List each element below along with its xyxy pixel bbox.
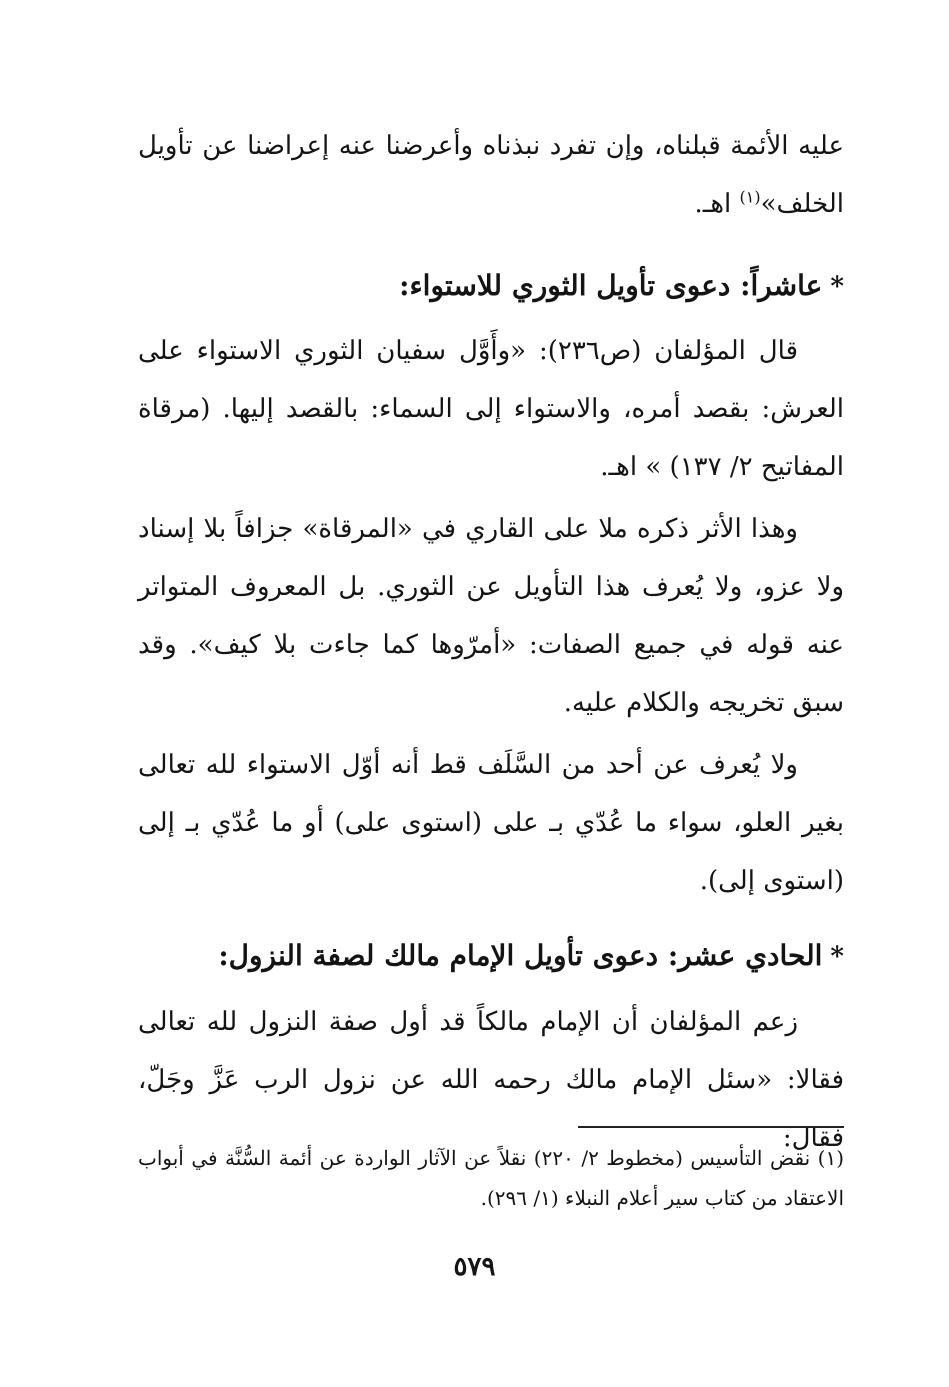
paragraph-salaf: ولا يُعرف عن أحد من السَّلَف قط أنه أوّل الاستواء لله تعالى بغير العلو، سواء ما عُدّي بـ على (استوى على) أو ما عُدّي بـ إلى (استوى إلى). bbox=[138, 750, 844, 896]
footnote-separator bbox=[578, 1126, 844, 1128]
page-number: ٥٧٩ bbox=[453, 1252, 496, 1282]
section-heading-tenth bbox=[138, 262, 844, 311]
asterisk-bullet: * bbox=[830, 942, 844, 972]
heading-text: عاشراً: دعوى تأويل الثوري للاستواء: bbox=[399, 269, 823, 302]
heading-text: الحادي عشر: دعوى تأويل الإمام مالك لصفة النزول: bbox=[218, 939, 823, 972]
paragraph-continuation bbox=[138, 117, 844, 233]
section-heading-eleventh bbox=[138, 932, 844, 981]
paragraph-end: اهـ. bbox=[694, 189, 740, 219]
footnote-reference: (١) bbox=[739, 187, 761, 207]
footnote: (١) نقض التأسيس (مخطوط ٢/ ٢٢٠) نقلاً عن الآثار الواردة عن أئمة السُّنَّة في أبواب الاعتقاد من كتاب سير أعلام النبلاء (١/ ٢٩٦). bbox=[138, 1146, 844, 1210]
paragraph-imam-malik: زعم المؤلفان أن الإمام مالكاً قد أول صفة النزول لله تعالى فقالا: «سئل الإمام مالك رحمه الله عن نزول الرب عَزَّ وجَلّ، فقال: bbox=[138, 1007, 844, 1153]
paragraph-text: عليه الأئمة قبلناه، وإن تفرد نبذناه وأعرضنا عنه إعراضنا عن تأويل الخلف» bbox=[138, 131, 844, 219]
asterisk-bullet: * bbox=[830, 272, 844, 302]
paragraph-athar-comment: وهذا الأثر ذكره ملا على القاري في «المرقاة» جزافاً بلا إسناد ولا عزو، ولا يُعرف هذا التأويل عن الثوري. بل المعروف المتواتر عنه قوله في جميع الصفات: «أمرّوها كما جاءت بلا كيف». وقد سبق تخريجه والكلام عليه. bbox=[138, 514, 844, 718]
paragraph-quote-authors: قال المؤلفان (ص٢٣٦): «وأَوَّل سفيان الثوري الاستواء على العرش: بقصد أمره، والاستواء إلى السماء: بالقصد إليها. (مرقاة المفاتيح ٢/ ١٣٧) » اهـ. bbox=[138, 336, 844, 482]
